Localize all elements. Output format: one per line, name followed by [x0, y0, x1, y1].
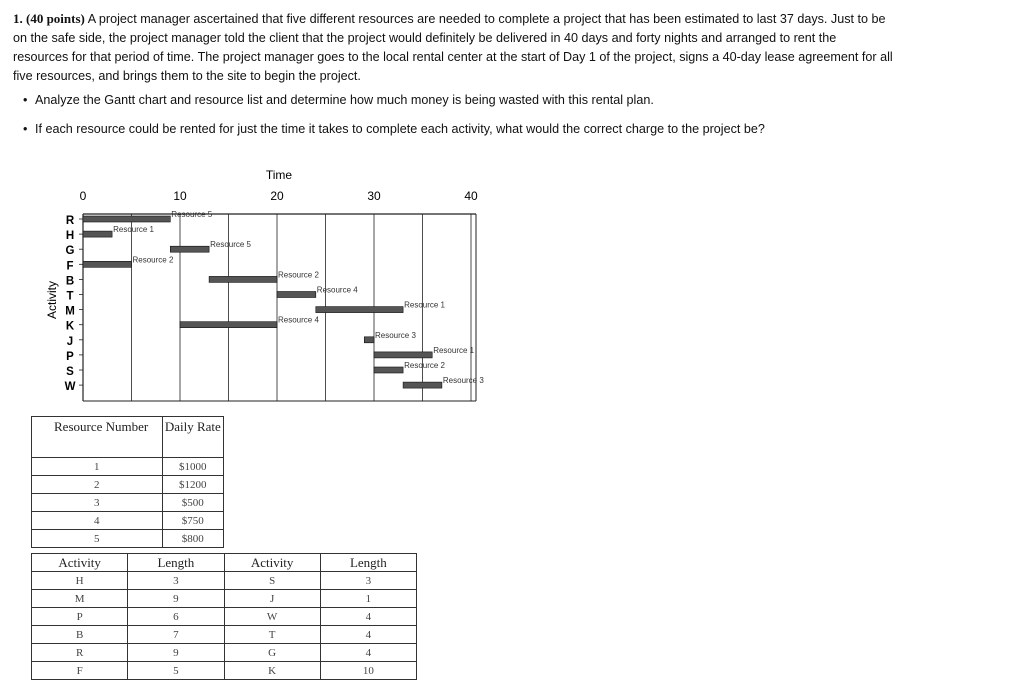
activity-label: G: [65, 245, 75, 258]
x-tick-label: 0: [79, 189, 87, 203]
bar-resource-label: Resource 1: [113, 225, 155, 235]
x-tick-labels: [80, 189, 478, 203]
x-tick-label: 30: [367, 189, 381, 203]
length-header: Length: [320, 554, 416, 572]
gantt-bar: [316, 307, 403, 313]
activity-cell: G: [224, 644, 320, 662]
length-cell: 3: [320, 572, 416, 590]
activity-labels: [65, 215, 83, 393]
activity-header: Activity: [32, 554, 128, 572]
activity-cell: R: [32, 644, 128, 662]
activity-cell: S: [224, 572, 320, 590]
activity-cell: K: [224, 662, 320, 680]
activity-label: H: [65, 230, 75, 243]
activity-cell: F: [32, 662, 128, 680]
gantt-bar: [403, 382, 442, 388]
activity-cell: P: [32, 608, 128, 626]
table-row: [32, 572, 417, 590]
daily-rate: $750: [162, 512, 223, 530]
activity-label: T: [66, 290, 74, 303]
activity-cell: W: [224, 608, 320, 626]
activity-label: S: [66, 366, 74, 378]
daily-rate: $500: [162, 494, 223, 512]
length-cell: 4: [320, 644, 416, 662]
activity-label: R: [65, 215, 75, 227]
length-cell: 7: [128, 626, 224, 644]
length-cell: 9: [128, 644, 224, 662]
resource-number-header: Resource Number: [32, 417, 163, 458]
gantt-bar: [170, 246, 209, 252]
question-text: A project manager ascertained that five different resources are needed to complete a project that has been estimated to last 37 days. Just to be on the safe side, the project manager told the client that the project would definitely be delivered in 40 days and forty nights and arranged to rent the resources for that period of time. The project manager goes to the local rental center at the start of Day 1 of the project, signs a 40-day lease agreement for all five resources, and brings them to the site to begin the project.: [13, 12, 893, 83]
length-header: Length: [128, 554, 224, 572]
bar-resource-label: Resource 5: [210, 240, 252, 250]
gantt-bars: [83, 210, 484, 388]
bar-resource-label: Resource 5: [171, 210, 213, 219]
bar-resource-label: Resource 4: [316, 285, 358, 295]
bullet-item: • If each resource could be rented for just the time it takes to complete each activity, what would the correct charge to the project be?: [35, 120, 893, 139]
activity-cell: B: [32, 626, 128, 644]
resource-rate-table: [31, 416, 224, 548]
table-row: [32, 512, 224, 530]
length-cell: 10: [320, 662, 416, 680]
chart-title: Time: [265, 168, 293, 182]
table-row: [32, 458, 224, 476]
length-cell: 4: [320, 626, 416, 644]
resource-number: 2: [32, 476, 163, 494]
activity-label: M: [65, 305, 75, 318]
gantt-bar: [83, 261, 132, 267]
gantt-bar: [209, 276, 277, 282]
gantt-bar: [83, 216, 170, 222]
bar-resource-label: Resource 3: [375, 330, 416, 340]
table-row: [32, 476, 224, 494]
table-row: [32, 530, 224, 548]
activity-label: W: [64, 381, 76, 394]
bar-resource-label: Resource 1: [404, 300, 446, 310]
daily-rate: $1200: [162, 476, 223, 494]
activity-label: K: [65, 320, 75, 333]
activity-label: B: [65, 275, 75, 288]
activity-label: F: [66, 260, 74, 273]
x-tick-label: 10: [173, 189, 187, 203]
table-row: [32, 494, 224, 512]
table-row: [32, 662, 417, 680]
gantt-bar: [83, 231, 112, 237]
length-cell: 1: [320, 590, 416, 608]
activity-length-table: [31, 553, 417, 680]
bar-resource-label: Resource 2: [278, 270, 319, 280]
resource-number: 5: [32, 530, 163, 548]
activity-cell: H: [32, 572, 128, 590]
bar-resource-label: Resource 2: [132, 255, 174, 265]
resource-number: 3: [32, 494, 163, 512]
gantt-bar: [374, 352, 432, 358]
bar-resource-label: Resource 3: [442, 376, 484, 386]
question-number: 1. (40 points): [13, 11, 85, 26]
length-cell: 6: [128, 608, 224, 626]
bar-resource-label: Resource 4: [278, 315, 319, 325]
table-row: [32, 626, 417, 644]
table-row: [32, 590, 417, 608]
bar-resource-label: Resource 2: [404, 361, 446, 370]
length-cell: 4: [320, 608, 416, 626]
daily-rate-header: Daily Rate: [162, 417, 223, 458]
bullet-item: • Analyze the Gantt chart and resource list and determine how much money is being wasted with this rental plan.: [35, 91, 893, 110]
bar-resource-label: Resource 1: [433, 345, 475, 355]
length-cell: 5: [128, 662, 224, 680]
length-cell: 3: [128, 572, 224, 590]
gantt-bar: [364, 337, 374, 343]
daily-rate: $800: [162, 530, 223, 548]
resource-number: 1: [32, 458, 163, 476]
table-row: [32, 644, 417, 662]
x-tick-label: 20: [270, 189, 284, 203]
y-axis-label: Activity: [45, 280, 59, 320]
daily-rate: $1000: [162, 458, 223, 476]
activity-label: P: [66, 350, 74, 363]
gantt-bar: [180, 322, 277, 328]
gantt-bar: [277, 292, 316, 298]
activity-cell: J: [224, 590, 320, 608]
activity-label: J: [66, 335, 74, 348]
resource-number: 4: [32, 512, 163, 530]
activity-header: Activity: [224, 554, 320, 572]
x-tick-label: 40: [464, 189, 478, 203]
activity-cell: T: [224, 626, 320, 644]
length-cell: 9: [128, 590, 224, 608]
table-row: [32, 608, 417, 626]
gantt-bar: [374, 367, 403, 373]
activity-cell: M: [32, 590, 128, 608]
